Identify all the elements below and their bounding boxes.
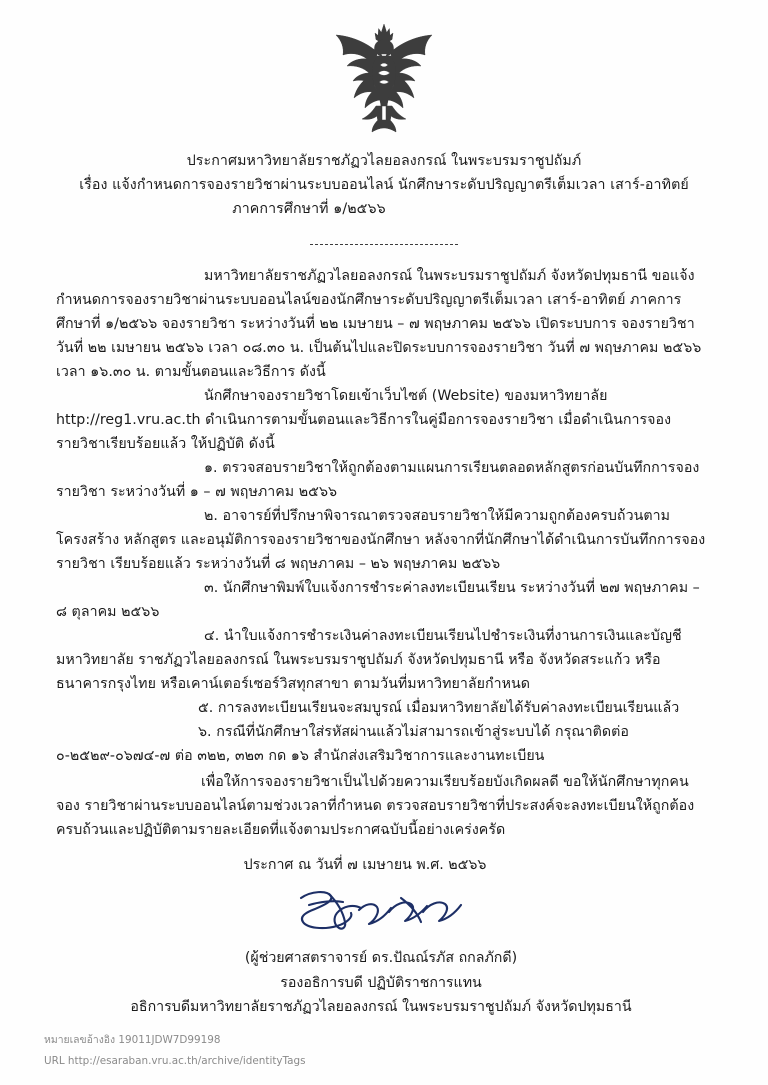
signature-block xyxy=(56,946,712,1020)
handwritten-signature-icon xyxy=(289,882,469,940)
item-line-1: นำใบแจ้งการชำระเงินค่าลงทะเบียนเรียนไปชำระเงินที่งานการเงินและบัญชี มหาวิทยาลัย xyxy=(56,628,682,668)
list-item xyxy=(56,576,712,624)
closing-line-3: ครบถ้วนและปฏิบัติตามรายละเอียดที่แจ้งตามประกาศฉบับนี้อย่างเคร่งครัด xyxy=(56,822,506,838)
separator-container xyxy=(56,234,712,253)
item-line-3: หรือเคาน์เตอร์เซอร์วิสทุกสาขา ตามวันที่มหาวิทยาลัยกำหนด xyxy=(160,676,531,692)
item-line-2: ระหว่างวันที่ ๑ – ๗ พฤษภาคม ๒๕๖๖ xyxy=(110,484,338,500)
garuda-emblem-icon xyxy=(320,18,448,136)
title-line-3: ภาคการศึกษาที่ ๑/๒๕๖๖ xyxy=(232,201,386,217)
item-number: ๔. xyxy=(204,628,220,644)
item-line-1: การลงทะเบียนเรียนจะสมบูรณ์ เมื่อมหาวิทยาลัยได้รับค่าลงทะเบียนเรียนแล้ว xyxy=(217,700,680,716)
closing-line-2: รายวิชาผ่านระบบออนไลน์ตามช่วงเวลาที่กำหนด ตรวจสอบรายวิชาที่ประสงค์จะลงทะเบียนให้ถูกต้อง xyxy=(84,798,695,814)
intro-line-1: มหาวิทยาลัยราชภัฏวไลยอลงกรณ์ ในพระบรมราชูปถัมภ์ จังหวัดปทุมธานี xyxy=(204,268,648,284)
archive-url-line[interactable]: URL http://esaraban.vru.ac.th/archive/identityTags xyxy=(44,1054,306,1067)
intro-paragraph xyxy=(56,264,712,384)
intro-line-2: ขอแจ้งกำหนดการจองรายวิชาผ่านระบบออนไลน์ของนักศึกษาระดับปริญญาตรีเต็มเวลา เสาร์-อาทิตย์ xyxy=(56,268,695,308)
footer xyxy=(44,1030,306,1071)
item-number: ๓. xyxy=(204,580,219,596)
title-line-2: เรื่อง แจ้งกำหนดการจองรายวิชาผ่านระบบออนไลน์ นักศึกษาระดับปริญญาตรีเต็มเวลา เสาร์-อาทิตย์ xyxy=(79,177,689,193)
item-line-3: เรียบร้อยแล้ว ระหว่างวันที่ ๘ พฤษภาคม – ๒๖ พฤษภาคม ๒๕๖๖ xyxy=(110,556,501,572)
item-number: ๕. xyxy=(198,700,214,716)
item-line-1: อาจารย์ที่ปรึกษาพิจารณาตรวจสอบรายวิชาให้มีความถูกต้องครบถ้วนตามโครงสร้าง xyxy=(56,508,671,548)
intro-line-3: ภาคการศึกษาที่ ๑/๒๕๖๖ จองรายวิชา ระหว่างวันที่ ๒๒ เมษายน – ๗ พฤษภาคม ๒๕๖๖ เปิดระบบการ xyxy=(56,292,682,332)
website-line-2: ดำเนินการตามขั้นตอนและวิธีการในคู่มือการจองรายวิชา เมื่อดำเนินการจองรายวิชาเรียบร้อยแล้ว ให้ปฏิบัติ ดังนี้ xyxy=(56,412,672,452)
signature-container xyxy=(56,882,712,944)
item-line-1: ตรวจสอบรายวิชาให้ถูกต้องตามแผนการเรียนตลอดหลักสูตรก่อนบันทึกการจองรายวิชา xyxy=(56,460,700,500)
list-item xyxy=(56,456,712,504)
list-item xyxy=(56,504,712,576)
dashed-rule-icon xyxy=(310,244,458,245)
closing-line-1: เพื่อให้การจองรายวิชาเป็นไปด้วยความเรียบร้อยบังเกิดผลดี ขอให้นักศึกษาทุกคนจอง xyxy=(56,774,689,814)
signer-role-1: รองอธิการบดี ปฏิบัติราชการแทน xyxy=(280,974,482,991)
document-title xyxy=(56,150,712,221)
item-line-2: หลักสูตร และอนุมัติการจองรายวิชาของนักศึกษา หลังจากที่นักศึกษาได้ดำเนินการบันทึกการจองรายวิชา xyxy=(56,532,706,572)
item-line-1: นักศึกษาพิมพ์ใบแจ้งการชำระค่าลงทะเบียนเรียน ระหว่างวันที่ ๒๗ พฤษภาคม – xyxy=(222,580,700,596)
intro-line-5: วันที่ ๗ พฤษภาคม ๒๕๖๖ เวลา ๑๖.๓๐ น. ตามขั้นตอนและวิธีการ ดังนี้ xyxy=(56,340,702,380)
item-line-2: ๘ ตุลาคม ๒๕๖๖ xyxy=(56,604,160,620)
website-line-1: นักศึกษาจองรายวิชาโดยเข้าเว็บไซต์ (Website) ของมหาวิทยาลัย http://reg1.vru.ac.th xyxy=(56,388,608,428)
item-line-2: ราชภัฏวไลยอลงกรณ์ ในพระบรมราชูปถัมภ์ จังหวัดปทุมธานี หรือ จังหวัดสระแก้ว หรือ ธนาคารกรุงไทย xyxy=(56,652,661,692)
document-body xyxy=(56,150,712,1020)
announcement-date: ประกาศ ณ วันที่ ๗ เมษายน พ.ศ. ๒๕๖๖ xyxy=(243,857,487,873)
intro-line-4: จองรายวิชาวันที่ ๒๒ เมษายน ๒๕๖๖ เวลา ๐๘.๓๐ น. เป็นต้นไปและปิดระบบการจองรายวิชา xyxy=(56,316,695,356)
list-item xyxy=(56,696,712,720)
website-paragraph xyxy=(56,384,712,456)
item-number: ๒. xyxy=(204,508,218,524)
title-line-1: ประกาศมหาวิทยาลัยราชภัฏวไลยอลงกรณ์ ในพระบรมราชูปถัมภ์ xyxy=(186,153,582,169)
signer-name: (ผู้ช่วยศาสตราจารย์ ดร.ปัณณ์รภัส ถกลภักดี) xyxy=(244,950,518,966)
signer-role-2: อธิการบดีมหาวิทยาลัยราชภัฏวไลยอลงกรณ์ ในพระบรมราชูปถัมภ์ จังหวัดปทุมธานี xyxy=(130,999,632,1016)
item-number: ๖. xyxy=(198,724,212,740)
item-line-2: ต่อ ๓๒๒, ๓๒๓ กด ๑๖ สำนักส่งเสริมวิชาการและงานทะเบียน xyxy=(174,748,545,764)
reference-number-line: หมายเลขอ้างอิง 19011JDW7D99198 xyxy=(44,1034,221,1047)
item-number: ๑. xyxy=(204,460,218,476)
list-item xyxy=(56,624,712,696)
list-item xyxy=(56,720,712,768)
emblem-container xyxy=(0,18,768,136)
closing-paragraph xyxy=(56,770,712,842)
item-line-1: กรณีที่นักศึกษาใส่รหัสผ่านแล้วไม่สามารถเข้าสู่ระบบได้ กรุณาติดต่อ ๐-๒๕๒๙-๐๖๗๔-๗ xyxy=(56,724,629,764)
